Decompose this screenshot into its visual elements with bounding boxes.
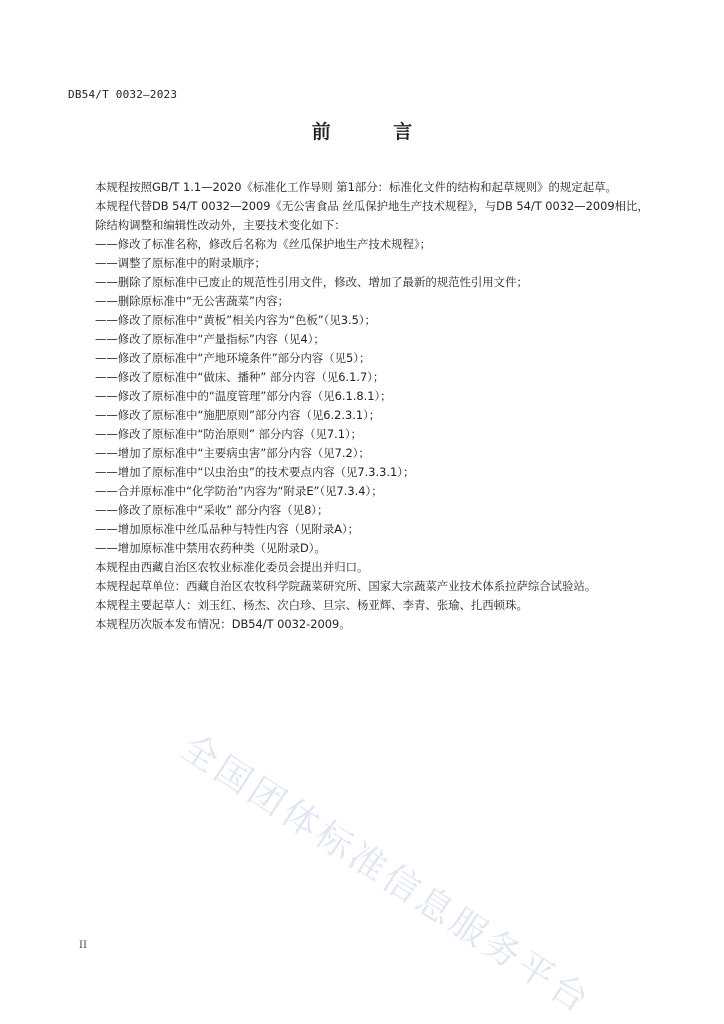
page-number: II [79, 940, 87, 951]
paragraph: ——修改了原标准中“黄板”相关内容为“色板”（见3.5）； [95, 313, 376, 327]
paragraph: ——增加了原标准中“以虫治虫”的技术要点内容（见7.3.3.1）； [95, 465, 415, 479]
paragraph: ——修改了原标准中“防治原则” 部分内容（见7.1）； [95, 427, 363, 441]
page-title: 前 言 [311, 121, 441, 143]
document-code: DB54/T 0032—2023 [68, 88, 178, 101]
paragraph: ——修改了原标准中“做床、播种” 部分内容（见6.1.7）； [95, 370, 385, 384]
paragraph: ——修改了原标准中“产地环境条件”部分内容（见5）； [95, 351, 371, 365]
paragraph: ——删除了原标准中已废止的规范性引用文件，修改、增加了最新的规范性引用文件； [95, 275, 528, 289]
paragraph: ——修改了标准名称，修改后名称为《丝瓜保护地生产技术规程》； [95, 237, 432, 251]
paragraph: ——删除原标准中“无公害蔬菜”内容； [95, 294, 290, 308]
paragraph: ——增加原标准中禁用农药种类（见附录D）。 [95, 541, 326, 555]
paragraph: ——合并原标准中“化学防治”内容为“附录E”（见7.3.4）； [95, 484, 383, 498]
paragraph: ——调整了原标准中的附录顺序； [95, 256, 266, 270]
paragraph: 本规程由西藏自治区农牧业标准化委员会提出并归口。 [95, 560, 369, 574]
paragraph: ——修改了原标准中“采收” 部分内容（见8）； [95, 503, 329, 517]
paragraph: 本规程按照GB/T 1.1—2020《标准化工作导则 第1部分：标准化文件的结构和起草规则》的规定起草。 [95, 180, 617, 194]
paragraph: ——增加原标准中丝瓜品种与特性内容（见附录A）； [95, 522, 360, 536]
paragraph: ——修改了原标准中的“温度管理”部分内容（见6.1.8.1）； [95, 389, 392, 403]
paragraph: 本规程起草单位：西藏自治区农牧科学院蔬菜研究所、国家大宗蔬菜产业技术体系拉萨综合试验站。 [95, 579, 597, 593]
paragraph: ——增加了原标准中“主要病虫害”部分内容（见7.2）； [95, 446, 370, 460]
watermark: 全国团体标准信息服务平台 [173, 726, 599, 1023]
document-body [72, 178, 654, 634]
paragraph: ——修改了原标准中“施肥原则”部分内容（见6.2.3.1）； [95, 408, 381, 422]
paragraph: 本规程代替DB 54/T 0032—2009《无公害食品 丝瓜保护地生产技术规程》，与DB 54/T 0032—2009相比，除结构调整和编辑性改动外，主要技术变化如下： [95, 199, 649, 232]
paragraph: 本规程主要起草人：刘玉红、杨杰、次白珍、旦宗、杨亚辉、李青、张瑜、扎西顿珠。 [95, 598, 528, 612]
paragraph: 本规程历次版本发布情况：DB54/T 0032-2009。 [95, 617, 351, 631]
paragraph: ——修改了原标准中“产量指标”内容（见4）； [95, 332, 325, 346]
